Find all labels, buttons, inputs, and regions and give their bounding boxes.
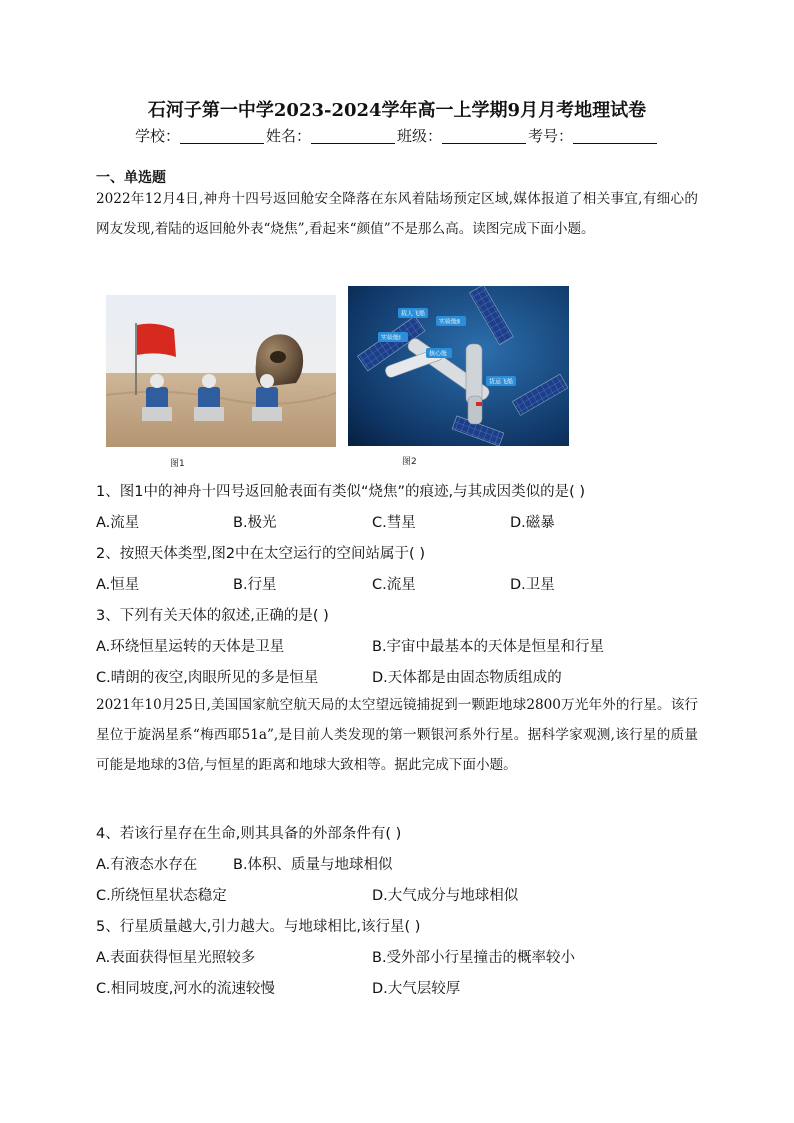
question-1-option-b[interactable]: B.极光 xyxy=(233,515,277,531)
question-5-option-b[interactable]: B.受外部小行星撞击的概率较小 xyxy=(372,950,576,966)
question-2-stem: 2、按照天体类型,图2中在太空运行的空间站属于( ) xyxy=(96,546,425,562)
question-4-stem: 4、若该行星存在生命,则其具备的外部条件有( ) xyxy=(96,826,402,842)
question-4-option-b[interactable]: B.体积、质量与地球相似 xyxy=(233,857,393,873)
label-crew-ship: 载人飞船 xyxy=(401,310,426,318)
question-1-option-d[interactable]: D.磁暴 xyxy=(510,515,555,531)
class-label: 班级： xyxy=(397,127,443,145)
question-5-option-c[interactable]: C.相同坡度,河水的流速较慢 xyxy=(96,981,275,997)
question-4-option-d[interactable]: D.大气成分与地球相似 xyxy=(372,888,519,904)
question-3-option-c[interactable]: C.晴朗的夜空,肉眼所见的多是恒星 xyxy=(96,670,319,686)
name-label: 姓名： xyxy=(265,127,311,145)
exam-number-blank[interactable] xyxy=(573,127,657,144)
school-label: 学校： xyxy=(134,127,180,145)
label-core-module: 核心舱 xyxy=(429,350,448,358)
question-5-option-a[interactable]: A.表面获得恒星光照较多 xyxy=(96,950,256,966)
label-cargo-ship: 货运飞船 xyxy=(489,378,514,386)
section-heading: 一、单选题 xyxy=(96,170,166,186)
exam-number-label: 考号： xyxy=(528,127,574,145)
question-1-option-c[interactable]: C.彗星 xyxy=(372,515,416,531)
class-blank[interactable] xyxy=(442,127,526,144)
figure-2-caption: 图2 xyxy=(402,457,417,467)
figure-1-caption: 图1 xyxy=(170,459,185,469)
question-1-option-a[interactable]: A.流星 xyxy=(96,515,140,531)
question-1-stem: 1、图1中的神舟十四号返回舱表面有类似“烧焦”的痕迹,与其成因类似的是( ) xyxy=(96,484,586,500)
question-2-option-c[interactable]: C.流星 xyxy=(372,577,416,593)
label-lab-module-1: 实验舱Ⅰ xyxy=(381,334,401,342)
question-3-option-b[interactable]: B.宇宙中最基本的天体是恒星和行星 xyxy=(372,639,605,655)
question-3-option-d[interactable]: D.天体都是由固态物质组成的 xyxy=(372,670,562,686)
figure-1-capsule-landing xyxy=(106,295,336,447)
question-2-option-b[interactable]: B.行星 xyxy=(233,577,277,593)
figure-2-space-station xyxy=(348,286,569,446)
question-5-option-d[interactable]: D.大气层较厚 xyxy=(372,981,461,997)
question-2-option-a[interactable]: A.恒星 xyxy=(96,577,140,593)
question-2-option-d[interactable]: D.卫星 xyxy=(510,577,555,593)
label-lab-module-2: 实验舱Ⅱ xyxy=(439,318,460,326)
question-3-stem: 3、下列有关天体的叙述,正确的是( ) xyxy=(96,608,329,624)
question-5-stem: 5、行星质量越大,引力越大。与地球相比,该行星( ) xyxy=(96,919,421,935)
name-blank[interactable] xyxy=(311,127,395,144)
exam-title: 石河子第一中学2023-2024学年高一上学期9月月考地理试卷 xyxy=(147,100,647,121)
question-4-option-c[interactable]: C.所绕恒星状态稳定 xyxy=(96,888,227,904)
passage-2: 2021年10月25日,美国国家航空航天局的太空望远镜捕捉到一颗距地球2800万光年外的行星。该行星位于旋涡星系“梅西耶51a”,是目前人类发现的第一颗银河系外行星。据科学家观测,该行星的质量可能是地球的3倍,与恒星的距离和地球大致相等。据此完成下面小题。 xyxy=(96,697,698,773)
question-3-option-a[interactable]: A.环绕恒星运转的天体是卫星 xyxy=(96,639,285,655)
student-info-line xyxy=(0,125,794,146)
question-4-option-a[interactable]: A.有液态水存在 xyxy=(96,857,198,873)
school-blank[interactable] xyxy=(180,127,264,144)
passage-1: 2022年12月4日,神舟十四号返回舱安全降落在东风着陆场预定区域,媒体报道了相关事宜,有细心的网友发现,着陆的返回舱外表“烧焦”,看起来“颜值”不是那么高。读图完成下面小题。 xyxy=(96,191,698,237)
